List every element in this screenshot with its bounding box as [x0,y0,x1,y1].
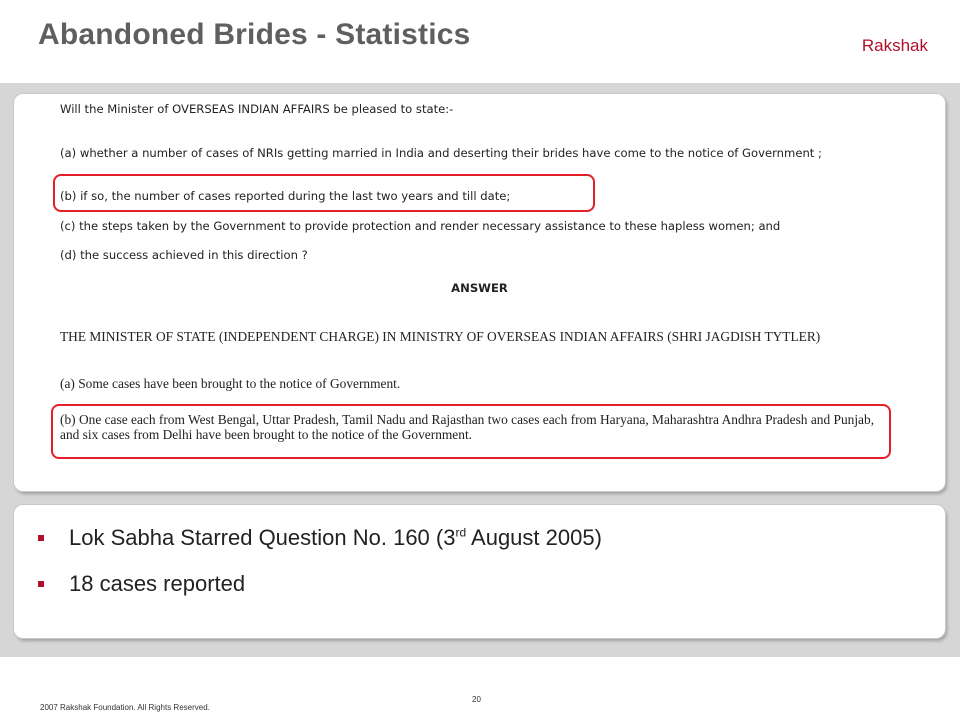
question-reference-text: Lok Sabha Starred Question No. 160 (3rd August 2005) [69,525,602,550]
question-c: (c) the steps taken by the Government to provide protection and render necessary assistance to these hapless women; and [60,219,781,233]
page-number: 20 [472,695,481,704]
document-panel [14,94,945,491]
notes-panel [14,505,945,638]
parliament-question-scan [14,94,945,491]
question-b: (b) if so, the number of cases reported during the last two years and till date; [60,189,511,203]
bullet-list [38,525,602,617]
square-bullet-icon [38,581,44,587]
highlight-answer-b [51,404,891,459]
bullet-cases-reported [38,571,602,617]
answer-minister: THE MINISTER OF STATE (INDEPENDENT CHARGE) IN MINISTRY OF OVERSEAS INDIAN AFFAIRS (SHRI JAGDISH TYTLER) [60,329,821,344]
question-intro: Will the Minister of OVERSEAS INDIAN AFFAIRS be pleased to state:- [60,102,454,116]
answer-a: (a) Some cases have been brought to the notice of Government. [60,376,401,391]
question-a: (a) whether a number of cases of NRIs getting married in India and deserting their brides have come to the notice of Government ; [60,146,822,160]
answer-heading: ANSWER [451,281,508,295]
bullet-question-reference [38,525,602,571]
answer-b: (b) One case each from West Bengal, Uttar Pradesh, Tamil Nadu and Rajasthan two cases each from Haryana, Maharashtra Andhra Pradesh and Punjab, and six cases from Delhi have been brought to the notice of the Government. [60,412,875,442]
copyright-notice: 2007 Rakshak Foundation. All Rights Reserved. [40,703,210,712]
question-d: (d) the success achieved in this direction ? [60,248,308,262]
slide-title: Abandoned Brides - Statistics [38,18,471,51]
cases-reported-text: 18 cases reported [69,571,246,596]
brand-name: Rakshak [861,36,928,55]
highlight-question-b [53,174,595,212]
square-bullet-icon [38,535,44,541]
